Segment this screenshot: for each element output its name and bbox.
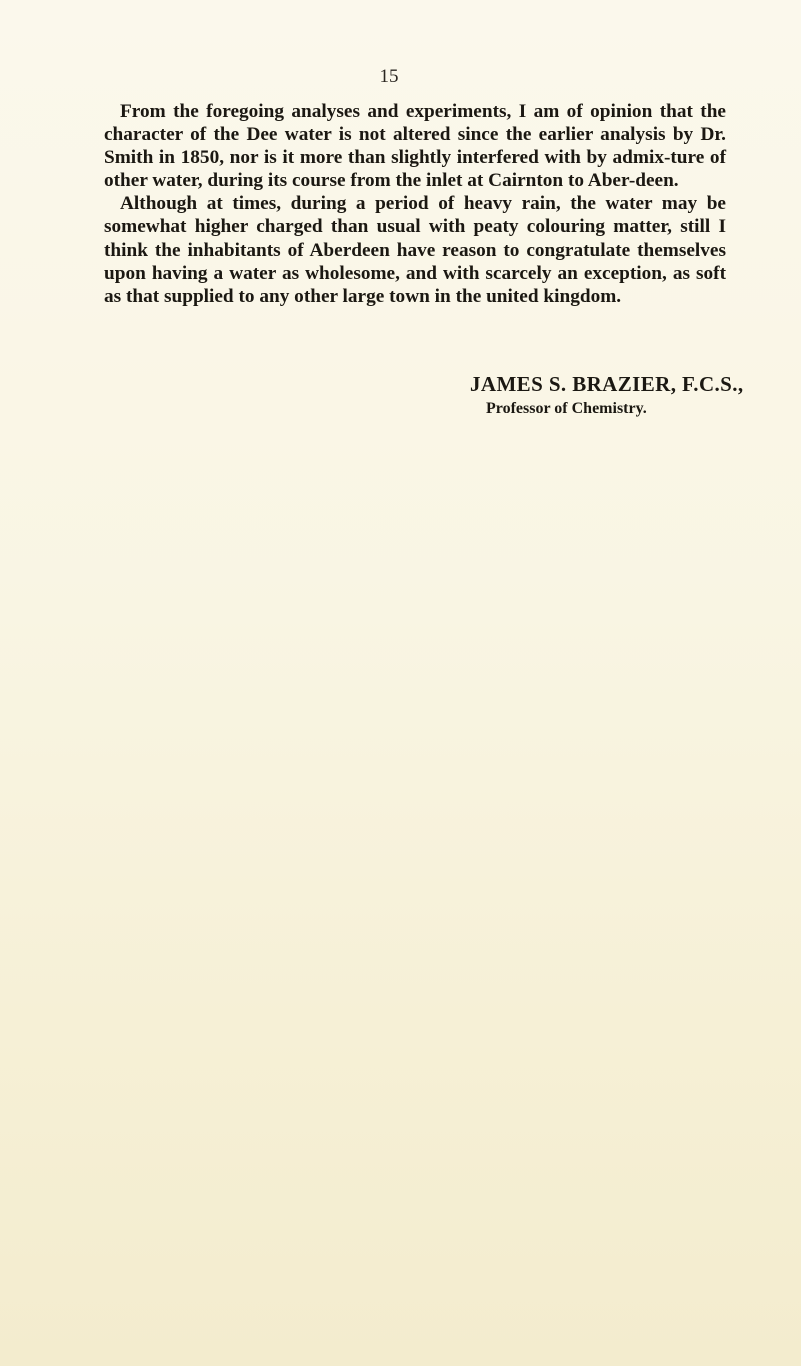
page-number: 15 [379,66,399,87]
paragraph-1: From the foregoing analyses and experiments, I am of opinion that the character of the Dee water is not altered since the earlier analysis by Dr. Smith in 1850, nor is it more than slightly interfered with by admix-ture of other water, during its course from the inlet at Cairnton to Aber-deen. [104,101,726,192]
paragraph-2: Although at times, during a period of heavy rain, the water may be somewhat higher charged than usual with peaty colouring matter, still I think the inhabitants of Aberdeen have reason to congratulate themselves upon having a water as wholesome, and with scarcely an exception, as soft as that supplied to any other large town in the united kingdom. [104,193,726,307]
letter-body [104,100,726,308]
signatory-name: JAMES S. BRAZIER, F.C.S., [470,372,744,396]
signatory-title: Professor of Chemistry. [486,400,647,417]
